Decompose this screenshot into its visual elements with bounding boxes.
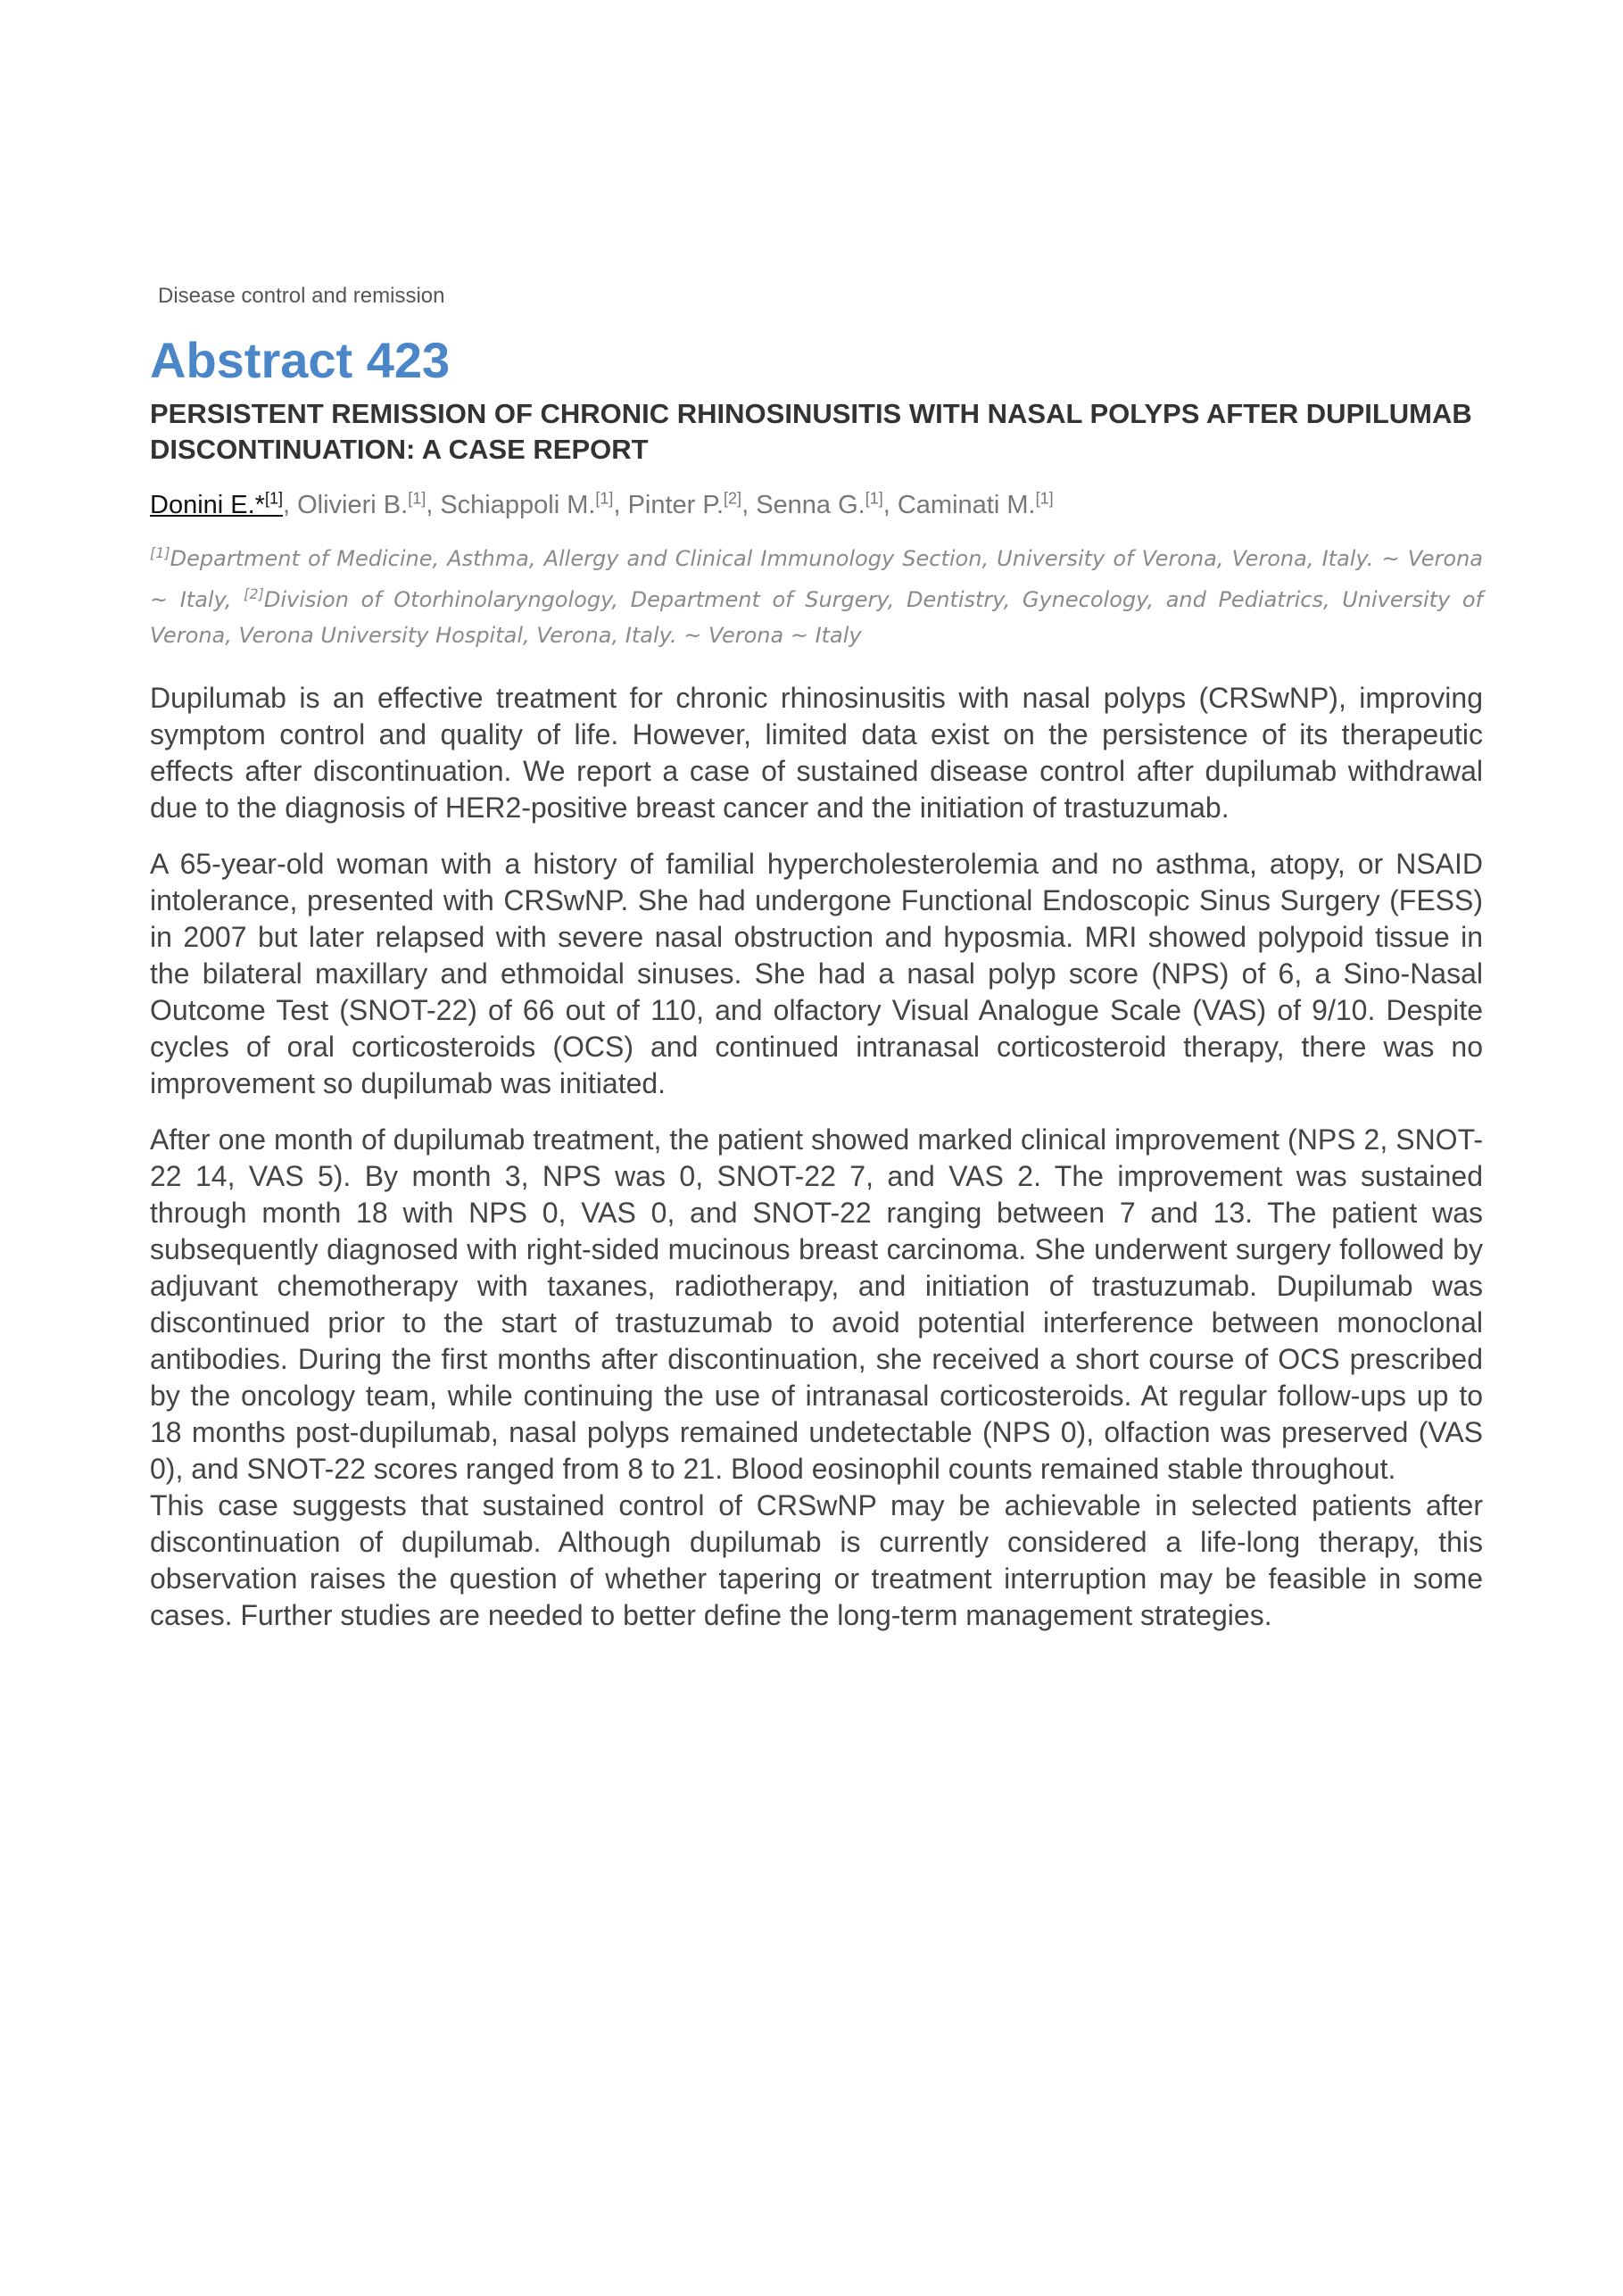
abstract-title: PERSISTENT REMISSION OF CHRONIC RHINOSINUSITIS WITH NASAL POLYPS AFTER DUPILUMAB DISCONTINUATION: A CASE REPORT: [150, 398, 1472, 465]
affiliation-text: Division of Otorhinolaryngology, Department of Surgery, Dentistry, Gynecology, and Pediatrics, University of Verona, Verona University Hospital, Verona, Italy. ~ Verona ~ Italy: [150, 586, 1484, 648]
abstract-page: [150, 284, 1483, 1654]
category-label: Disease control and remission: [158, 284, 445, 308]
author: [628, 491, 742, 519]
author-name: Schiappoli M.: [440, 490, 596, 519]
author: [898, 491, 1054, 519]
affiliation-mark: [2]: [244, 584, 264, 602]
author-list: Donini E.*[1], Olivieri B.[1], Schiappoli M.[1], Pinter P.[2], Senna G.[1], Caminati M.[1]: [150, 489, 1054, 519]
author-affiliation-mark: [1]: [408, 489, 426, 507]
author-name: Senna G.: [756, 490, 865, 519]
affiliation-list: [150, 535, 1483, 653]
body-paragraph: Dupilumab is an effective treatment for chronic rhinosinusitis with nasal polyps (CRSwNP), improving symptom control and quality of life. However, limited data exist on the persistence of its therapeutic effects after discontinuation. We report a case of sustained disease control after dupilumab withdrawal due to the diagnosis of HER2-positive breast cancer and the initiation of trastuzumab.: [150, 681, 1483, 824]
body-paragraph: This case suggests that sustained control of CRSwNP may be achievable in selected patients after discontinuation of dupilumab. Although dupilumab is currently considered a life-long therapy, this observation raises the question of whether tapering or treatment interruption may be feasible in some cases. Further studies are needed to better define the long-term management strategies.: [150, 1488, 1483, 1631]
author: [756, 491, 883, 519]
abstract-body: [150, 680, 1483, 1634]
affiliation-mark: [1]: [150, 543, 170, 561]
author-name: Pinter P.: [627, 490, 725, 519]
author-affiliation-mark: [1]: [595, 489, 614, 507]
abstract-number: Abstract 423: [150, 332, 451, 388]
author: [297, 491, 426, 519]
author-affiliation-mark: [2]: [724, 489, 742, 507]
author-affiliation-mark: [1]: [865, 489, 883, 507]
body-paragraph: A 65-year-old woman with a history of familial hypercholesterolemia and no asthma, atopy, or NSAID intolerance, presented with CRSwNP. She had undergone Functional Endoscopic Sinus Surgery (FESS) in 2007 but later relapsed with severe nasal obstruction and hyposmia. MRI showed polypoid tissue in the bilateral maxillary and ethmoidal sinuses. She had a nasal polyp score (NPS) of 6, a Sino-Nasal Outcome Test (SNOT-22) of 66 out of 110, and olfactory Visual Analogue Scale (VAS) of 9/10. Despite cycles of oral corticosteroids (OCS) and continued intranasal corticosteroid therapy, there was no improvement so dupilumab was initiated.: [150, 847, 1483, 1099]
author-name: Caminati M.: [897, 490, 1036, 519]
author: [440, 491, 613, 519]
author-name: Donini E.*: [150, 490, 265, 519]
body-paragraph: After one month of dupilumab treatment, the patient showed marked clinical improvement (NPS 2, SNOT-22 14, VAS 5). By month 3, NPS was 0, SNOT-22 7, and VAS 2. The improvement was sustained through month 18 with NPS 0, VAS 0, and SNOT-22 ranging between 7 and 13. The patient was subsequently diagnosed with right-sided mucinous breast carcinoma. She underwent surgery followed by adjuvant chemotherapy with taxanes, radiotherapy, and initiation of trastuzumab. Dupilumab was discontinued prior to the start of trastuzumab to avoid potential interference between monoclonal antibodies. During the first months after discontinuation, she received a short course of OCS prescribed by the oncology team, while continuing the use of intranasal corticosteroids. At regular follow-ups up to 18 months post-dupilumab, nasal polyps remained undetectable (NPS 0), olfaction was preserved (VAS 0), and SNOT-22 scores ranged from 8 to 21. Blood eosinophil counts remained stable throughout.: [150, 1123, 1483, 1485]
affiliation-text: Department of Medicine, Asthma, Allergy and Clinical Immunology Section, University of Verona, Verona, Italy. ~ Verona ~ Italy,: [150, 545, 1483, 612]
presenting-author: [150, 491, 283, 519]
author-affiliation-mark: [1]: [1035, 489, 1054, 507]
author-name: Olivieri B.: [297, 490, 409, 519]
author-affiliation-mark: [1]: [264, 489, 283, 507]
